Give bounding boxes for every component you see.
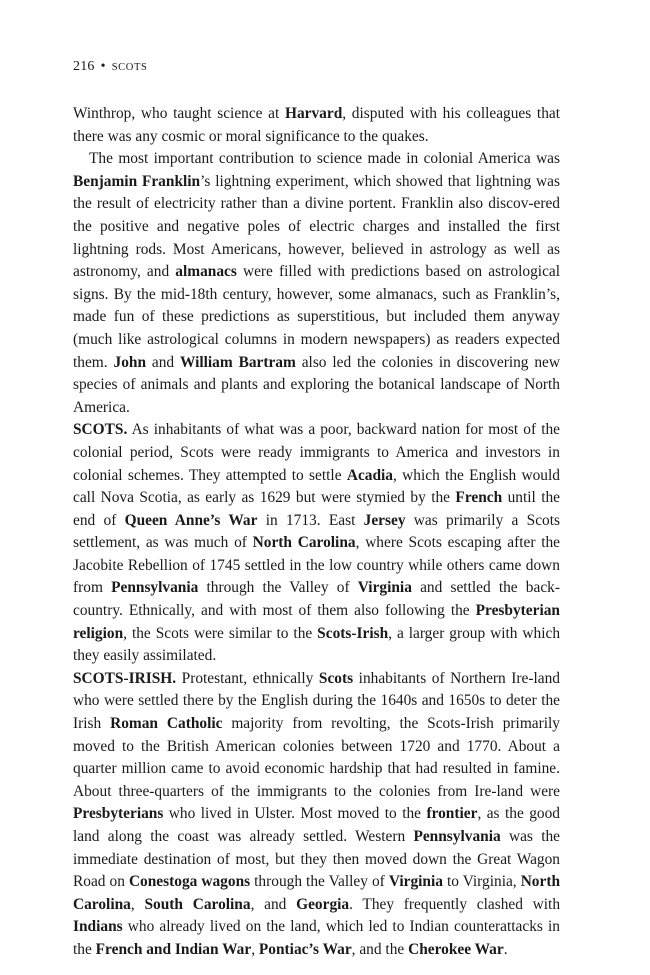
text-run: to Virginia,	[442, 873, 521, 891]
entry-scots-irish	[73, 668, 560, 962]
cross-reference: French and Indian War	[95, 940, 252, 958]
cross-reference: John	[113, 353, 147, 371]
text-run: also led the colonies in discovering new species of animals and plants and exploring the botanical landscape of North America.	[73, 353, 560, 416]
text-run: who lived in Ulster. Most moved to the	[163, 805, 427, 823]
cross-reference: William Bartram	[179, 353, 296, 371]
cross-reference: North Carolina	[73, 873, 561, 913]
text-run: who already lived on the land, which led to Indian counterattacks in the	[73, 918, 560, 958]
text-run: ,	[251, 940, 259, 958]
text-run: ’s lightning experiment, which showed that lightning was the result of electricity rather than a divine portent. Franklin also discov-ered the positive and negative poles of electric charges and installed the first lightning rods. Most Americans, however, believed in astrology as well as astronomy, and	[73, 172, 560, 281]
cross-reference: Pontiac’s War	[258, 940, 352, 958]
cross-reference: Benjamin Franklin	[73, 172, 201, 190]
body-text	[73, 103, 560, 962]
entry-headword: SCOTS.	[73, 421, 128, 439]
text-run: The most important contribution to science made in colonial America was	[89, 150, 560, 168]
text-run: inhabitants of Northern Ire-land who were settled there by the English during the 1640s and 1650s to deter the Irish	[73, 669, 560, 733]
text-run: was primarily a Scots settlement, as was much of	[73, 511, 560, 552]
cross-reference: Scots-Irish	[317, 624, 389, 642]
text-run: , and	[250, 895, 297, 913]
text-run: , which the English would call Nova Scotia, as early as 1629 but were stymied by the	[73, 466, 560, 507]
text-run: , the Scots were similar to the	[123, 624, 318, 642]
section-name: SCOTS	[111, 62, 148, 73]
text-run: Winthrop, who taught science at	[73, 105, 285, 122]
cross-reference: Jersey	[363, 511, 406, 529]
cross-reference: Presbyterian religion	[73, 602, 560, 642]
cross-reference: Cherokee War	[408, 940, 504, 958]
cross-reference: almanacs	[175, 263, 237, 281]
page-number: 216	[73, 59, 95, 74]
text-run: was the immediate destination of most, but they then moved down the Great Wagon Road on	[73, 828, 561, 891]
cross-reference: Queen Anne’s War	[124, 511, 258, 529]
text-run: .	[503, 940, 508, 958]
text-run: As inhabitants of what was a poor, backward nation for most of the colonial period, Scots were ready immigrants to America and investors in colonial schemes. They attempted to settle	[73, 421, 560, 484]
text-run: and settled the back-country. Ethnically, and with most of them also following the	[73, 579, 560, 620]
text-run: , disputed with his colleagues that there was any cosmic or moral significance to the quakes.	[73, 105, 561, 145]
book-page	[73, 58, 560, 962]
text-run: ,	[130, 895, 145, 913]
paragraph-continued	[73, 103, 560, 148]
text-run: through the Valley of	[250, 873, 389, 891]
cross-reference: French	[455, 489, 503, 507]
text-run: majority from revolting, the Scots-Irish primarily moved to the British American colonies between 1720 and 1770. About a quarter million came to avoid economic hardship that had resulted in famine. About three-quarters of the immigrants to the colonies from Ire-land were	[73, 715, 560, 800]
text-run: were filled with predictions based on astrological signs. By the mid-18th century, however, some almanacs, such as Franklin’s, made fun of these predictions as superstitious, but included them anyway (much like astrological columns in modern newspapers) as readers expected them.	[73, 263, 561, 371]
text-run: Protestant, ethnically	[176, 669, 319, 687]
text-run: , where Scots escaping after the Jacobite Rebellion of 1745 settled in the low country while others came down from	[73, 534, 560, 597]
entry-scots	[73, 419, 560, 668]
text-run: and	[146, 353, 180, 371]
cross-reference: Acadia	[346, 466, 394, 484]
cross-reference: Virginia	[357, 579, 412, 597]
text-run: . They frequently clashed with	[349, 895, 561, 913]
cross-reference: Pennsylvania	[413, 828, 501, 845]
text-run: , and the	[351, 940, 409, 958]
cross-reference: Presbyterians	[73, 805, 164, 823]
text-run: , a larger group with which they easily assimilated.	[73, 624, 561, 665]
text-run: , as the good land along the coast was already settled. Western	[73, 805, 560, 845]
text-run: until the end of	[73, 489, 561, 529]
entry-headword: SCOTS-IRISH.	[73, 669, 177, 687]
cross-reference: Conestoga wagons	[128, 873, 251, 891]
cross-reference: Georgia	[296, 895, 350, 913]
running-head	[73, 58, 560, 77]
cross-reference: South Carolina	[144, 895, 251, 913]
cross-reference: North Carolina	[252, 534, 356, 552]
cross-reference: Scots	[318, 669, 354, 687]
cross-reference: Roman Catholic	[110, 715, 223, 733]
bullet-separator: •	[100, 59, 106, 74]
text-run: through the Valley of	[198, 579, 358, 597]
cross-reference: Pennsylvania	[111, 579, 199, 597]
text-run: in 1713. East	[257, 511, 364, 529]
cross-reference: Virginia	[388, 873, 443, 891]
cross-reference: Harvard	[284, 105, 343, 122]
cross-reference: frontier	[426, 805, 478, 823]
paragraph-franklin	[73, 148, 560, 419]
cross-reference: Indians	[73, 918, 123, 936]
